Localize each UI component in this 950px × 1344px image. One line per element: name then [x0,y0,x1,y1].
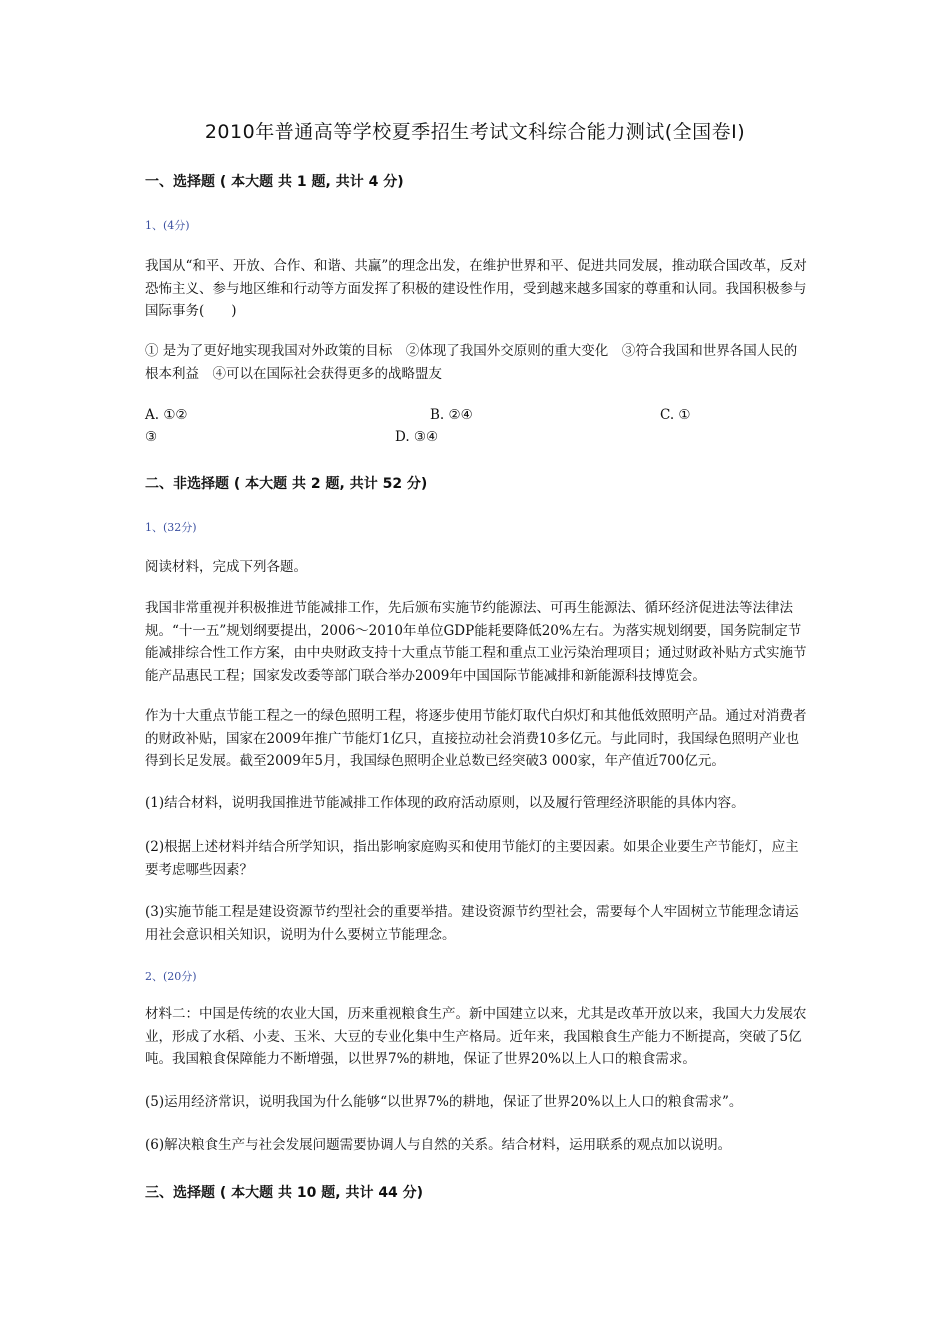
section-1-heading: 一、选择题 ( 本大题 共 1 题, 共计 4 分) [145,174,404,190]
option-d: D. ③④ [395,429,439,445]
exam-title: 2010年普通高等学校夏季招生考试文科综合能力测试(全国卷Ⅰ) [204,121,746,143]
section-2-question-2-sub-5: (5)运用经济常识，说明我国为什么能够“以世界7%的耕地，保证了世界20%以上人口的粮食需求”。 [145,1094,743,1110]
section-2-question-1-sub-1: (1)结合材料，说明我国推进节能减排工作体现的政府活动原则，以及履行管理经济职能的具体内容。 [145,795,745,811]
section-2-question-2-label: 2、(20分) [145,970,197,983]
section-1-question-1-statements: ① 是为了更好地实现我国对外政策的目标 ②体现了我国外交原则的重大变化 ③符合我国和世界各国人民的根本利益 ④可以在国际社会获得更多的战略盟友 [145,343,798,382]
option-c-continued: ③ [145,429,158,445]
section-2-question-1-material-2: 作为十大重点节能工程之一的绿色照明工程，将逐步使用节能灯取代白炽灯和其他低效照明产品。通过对消费者的财政补贴，国家在2009年推广节能灯1亿只，直接拉动社会消费10多亿元。与此同时，我国绿色照明产业也得到长足发展。截至2009年5月，我国绿色照明企业总数已经突破3 000家，年产值近700亿元。 [145,708,807,769]
option-c: C. ① [660,407,691,423]
option-a: A. ①② [145,407,188,423]
option-b: B. ②④ [430,407,473,423]
section-3-heading: 三、选择题 ( 本大题 共 10 题, 共计 44 分) [145,1185,424,1201]
section-2-question-1-label: 1、(32分) [145,521,197,534]
section-2-question-1-sub-3: (3)实施节能工程是建设资源节约型社会的重要举措。建设资源节约型社会，需要每个人牢固树立节能理念请运用社会意识相关知识，说明为什么要树立节能理念。 [145,904,799,943]
section-2-question-2-sub-6: (6)解决粮食生产与社会发展问题需要协调人与自然的关系。结合材料，运用联系的观点加以说明。 [145,1137,732,1153]
section-2-question-2-material: 材料二：中国是传统的农业大国，历来重视粮食生产。新中国建立以来，尤其是改革开放以来，我国大力发展农业，形成了水稻、小麦、玉米、大豆的专业化集中生产格局。近年来，我国粮食生产能力不断提高，突破了5亿吨。我国粮食保障能力不断增强，以世界7%的耕地，保证了世界20%以上人口的粮食需求。 [145,1006,807,1067]
section-2-question-1-intro: 阅读材料，完成下列各题。 [145,559,307,575]
section-2-question-1-sub-2: (2)根据上述材料并结合所学知识，指出影响家庭购买和使用节能灯的主要因素。如果企业要生产节能灯，应主要考虑哪些因素？ [145,839,799,878]
section-2-question-1-material-1: 我国非常重视并积极推进节能减排工作，先后颁布实施节约能源法、可再生能源法、循环经济促进法等法律法规。“十一五”规划纲要提出，2006～2010年单位GDP能耗要降低20%左右。为落实规划纲要，国务院制定节能减排综合性工作方案，由中央财政支持十大重点节能工程和重点工业污染治理项目；通过财政补贴方式实施节能产品惠民工程；国家发改委等部门联合举办2009年中国国际节能减排和新能源科技博览会。 [145,600,807,684]
section-2-heading: 二、非选择题 ( 本大题 共 2 题, 共计 52 分) [145,476,428,492]
section-1-question-1-label: 1、(4分) [145,219,190,232]
section-1-question-1-stem: 我国从“和平、开放、合作、和谐、共赢”的理念出发，在维护世界和平、促进共同发展，推动联合国改革，反对恐怖主义、参与地区维和行动等方面发挥了积极的建设性作用，受到越来越多国家的尊重和认同。我国积极参与国际事务( ) [145,258,807,319]
